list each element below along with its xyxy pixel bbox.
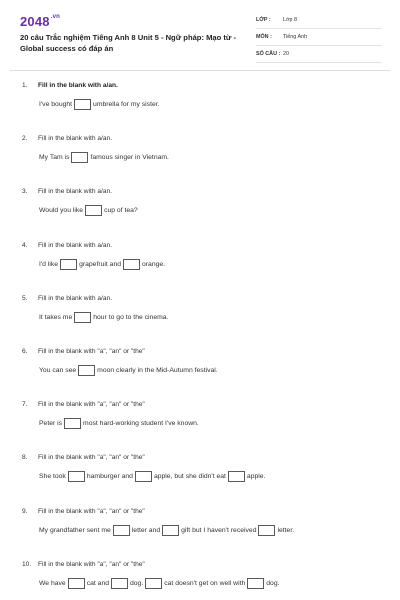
- question-sentence: [39, 152, 169, 163]
- answer-blank-input[interactable]: [228, 471, 245, 482]
- answer-blank-input[interactable]: [111, 578, 128, 589]
- answer-blank-input[interactable]: [74, 99, 91, 110]
- question-instruction: [22, 242, 112, 249]
- question-instruction: [22, 295, 112, 302]
- question-instruction: [22, 508, 145, 515]
- sentence-segment: most hard-working student I've known.: [83, 420, 199, 428]
- answer-blank-input[interactable]: [78, 365, 95, 376]
- sentence-segment: Peter is: [39, 420, 63, 428]
- question-instruction: [22, 454, 145, 461]
- sentence-segment: Would you like: [39, 207, 84, 215]
- question-instruction-text: Fill in the blank with a/an.: [38, 188, 113, 196]
- sentence-segment: apple.: [246, 473, 266, 481]
- question-sentence: [39, 418, 199, 429]
- meta-value: Tiếng Anh: [283, 34, 308, 40]
- sentence-segment: dog.: [266, 579, 280, 587]
- sentence-segment: She took: [39, 473, 66, 481]
- question-sentence: [39, 259, 165, 270]
- question-sentence: [39, 205, 138, 216]
- sentence-segment: hour to go to the cinema.: [93, 313, 169, 321]
- question-sentence: [39, 99, 160, 110]
- answer-blank-input[interactable]: [113, 525, 130, 536]
- sentence-segment: grapefruit and: [79, 260, 122, 268]
- question-sentence: [39, 312, 168, 323]
- answer-blank-input[interactable]: [123, 259, 140, 270]
- question-sentence: [39, 471, 265, 482]
- question-instruction: [22, 82, 118, 89]
- answer-blank-input[interactable]: [135, 471, 152, 482]
- sentence-segment: gift but I haven't received: [181, 526, 257, 534]
- question-sentence: [39, 365, 218, 376]
- answer-blank-input[interactable]: [85, 205, 102, 216]
- question-instruction-text: Fill in the blank with "a", "an" or "the": [38, 454, 145, 462]
- answer-blank-input[interactable]: [71, 152, 88, 163]
- meta-label: LỚP :: [256, 17, 271, 23]
- answer-blank-input[interactable]: [247, 578, 264, 589]
- question-number: 2.: [22, 135, 28, 143]
- answer-blank-input[interactable]: [162, 525, 179, 536]
- question-number: 3.: [22, 188, 28, 196]
- meta-value: 20: [283, 51, 289, 57]
- sentence-segment: My Tam is: [39, 154, 70, 162]
- sentence-segment: We have: [39, 579, 66, 587]
- question-number: 9.: [22, 507, 28, 515]
- sentence-segment: You can see: [39, 367, 77, 374]
- question-instruction-text: Fill in the blank with a/an.: [38, 241, 113, 249]
- question-sentence: [39, 578, 280, 589]
- sentence-segment: I've bought: [39, 101, 73, 108]
- sentence-segment: umbrella for my sister.: [93, 101, 160, 108]
- question-instruction-text: Fill in the blank with "a", "an" or "the": [38, 348, 145, 355]
- question-instruction: [22, 401, 145, 408]
- site-logo[interactable]: [20, 14, 60, 29]
- page-header: [0, 0, 400, 68]
- meta-row-class: [256, 14, 382, 29]
- question-instruction: [22, 348, 145, 355]
- sentence-segment: famous singer in Vietnam.: [90, 154, 169, 162]
- answer-blank-input[interactable]: [258, 525, 275, 536]
- quiz-meta: [256, 14, 382, 65]
- sentence-segment: hamburger and: [86, 473, 133, 481]
- question-instruction-text: Fill in the blank with "a", "an" or "the": [38, 507, 145, 515]
- header-divider: [10, 70, 390, 71]
- answer-blank-input[interactable]: [74, 312, 91, 323]
- question-instruction-text: Fill in the blank with a/an.: [38, 294, 113, 302]
- logo-suffix: .vn: [50, 14, 61, 20]
- sentence-segment: My grandfather sent me: [39, 526, 111, 534]
- question-number: 4.: [22, 241, 28, 249]
- sentence-segment: cat doesn't get on well with: [164, 579, 246, 587]
- answer-blank-input[interactable]: [68, 578, 85, 589]
- question-number: 1.: [22, 82, 28, 89]
- question-instruction-text: Fill in the blank with "a", "an" or "the": [38, 401, 145, 409]
- answer-blank-input[interactable]: [145, 578, 162, 589]
- question-instruction: [22, 188, 112, 195]
- sentence-segment: It takes me: [39, 313, 73, 321]
- question-instruction-text: Fill in the blank with "a", "an" or "the": [38, 560, 145, 568]
- question-instruction-text: Fill in the blank with a/an.: [38, 135, 113, 143]
- sentence-segment: dog.: [130, 579, 144, 587]
- sentence-segment: letter.: [277, 526, 295, 534]
- meta-label: MÔN :: [256, 34, 272, 40]
- meta-row-count: [256, 48, 382, 63]
- question-number: 7.: [22, 401, 28, 409]
- question-number: 5.: [22, 294, 28, 302]
- answer-blank-input[interactable]: [68, 471, 85, 482]
- meta-label: SỐ CÂU :: [256, 51, 281, 57]
- question-instruction-text: Fill in the blank with a/an.: [38, 82, 118, 89]
- question-number: 10.: [22, 560, 32, 568]
- meta-value: Lớp 8: [283, 17, 298, 23]
- sentence-segment: letter and: [131, 526, 161, 534]
- answer-blank-input[interactable]: [60, 259, 77, 270]
- question-instruction: [22, 135, 112, 142]
- question-sentence: [39, 525, 294, 536]
- meta-row-subject: [256, 31, 382, 46]
- question-instruction: [22, 561, 145, 568]
- sentence-segment: cup of tea?: [104, 207, 138, 215]
- sentence-segment: orange.: [142, 260, 166, 268]
- sentence-segment: I'd like: [39, 260, 59, 268]
- question-number: 6.: [22, 348, 28, 355]
- sentence-segment: moon clearly in the Mid-Autumn festival.: [97, 367, 218, 374]
- sentence-segment: cat and: [86, 579, 109, 587]
- question-number: 8.: [22, 454, 28, 462]
- answer-blank-input[interactable]: [64, 418, 81, 429]
- page-title: 20 câu Trắc nghiệm Tiếng Anh 8 Unit 5 - Ngữ pháp: Mạo từ - Global success có đáp án: [20, 33, 237, 53]
- sentence-segment: apple, but she didn't eat: [153, 473, 226, 481]
- logo-text: 2048: [20, 14, 50, 29]
